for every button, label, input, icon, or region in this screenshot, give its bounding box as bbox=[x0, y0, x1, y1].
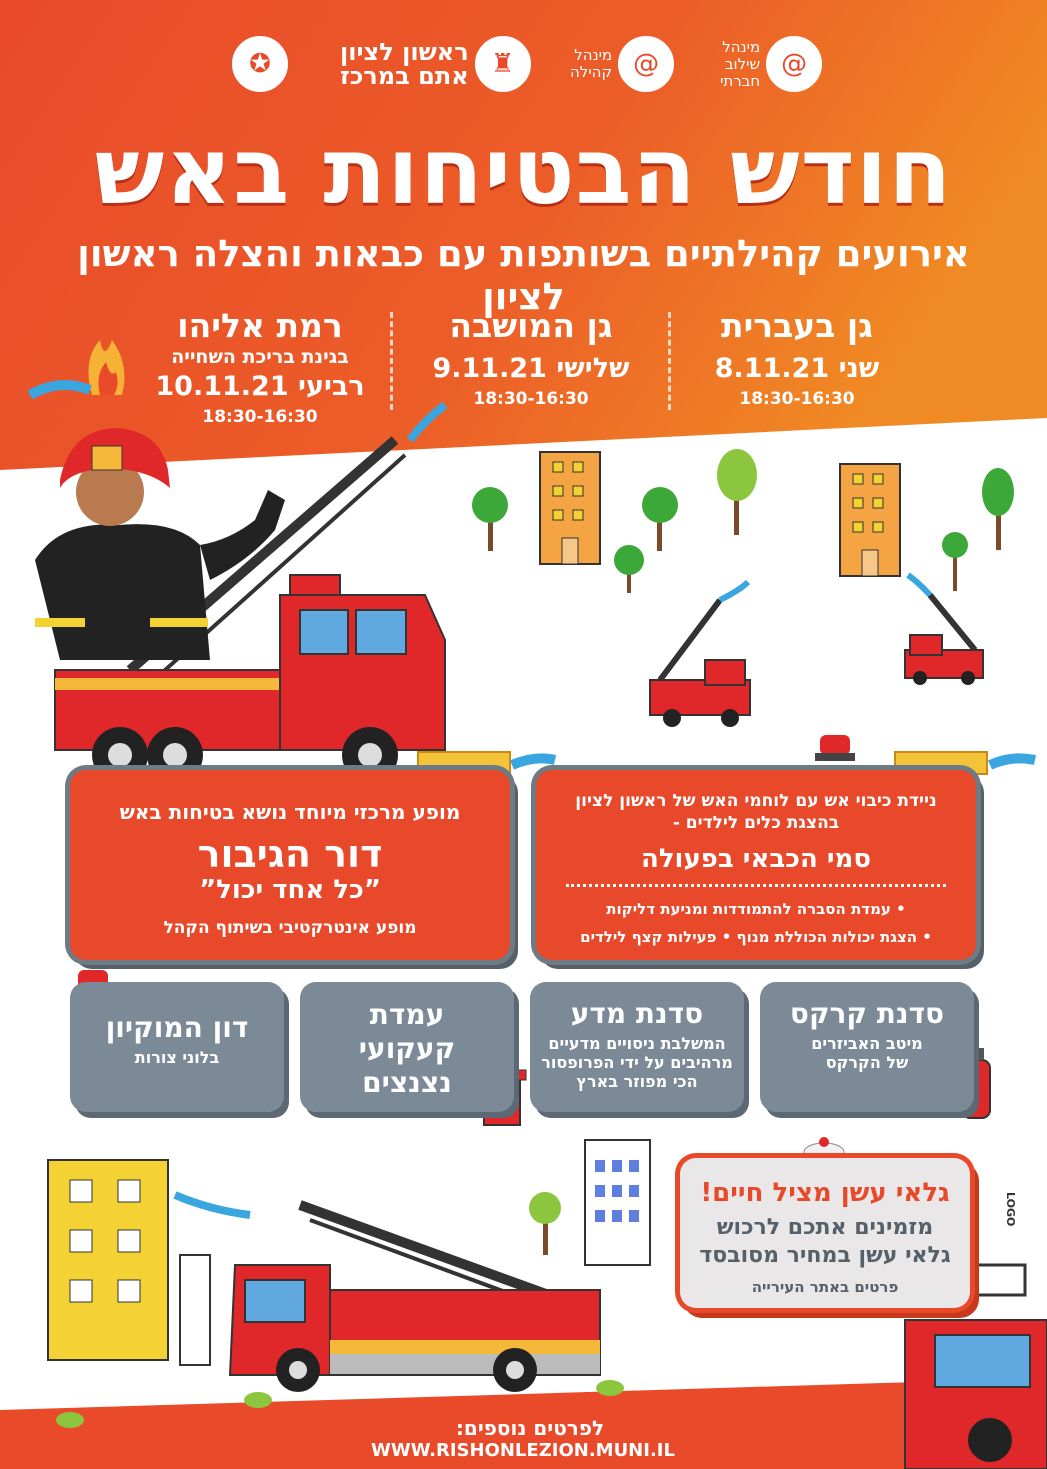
station-circus bbox=[760, 982, 974, 1112]
station-sub: מיטב האביזרים bbox=[811, 1034, 923, 1053]
bush-icon bbox=[244, 1392, 272, 1408]
tree-icon bbox=[942, 532, 968, 591]
bush-icon bbox=[596, 1380, 624, 1396]
integration-logo-line1: מינהל bbox=[722, 37, 761, 56]
siren-icon bbox=[815, 735, 855, 761]
show-tagline: ”כל אחד יכול” bbox=[199, 875, 381, 905]
community-integration-logo bbox=[720, 28, 822, 100]
station-clown bbox=[70, 982, 284, 1112]
station-sub: הכי מפוזר בארץ bbox=[576, 1072, 698, 1091]
station-title: עמדת bbox=[369, 998, 445, 1031]
community-admin-logo bbox=[570, 28, 674, 100]
footer-label: לפרטים נוספים: bbox=[455, 1416, 605, 1440]
station-sub: המשלבת ניסויים מדעיים bbox=[548, 1034, 726, 1053]
tree-icon bbox=[472, 487, 508, 551]
venue-date: שני 8.11.21 bbox=[714, 353, 880, 384]
small-fire-truck-icon bbox=[650, 582, 750, 727]
station-sub: של הקרקס bbox=[825, 1053, 909, 1072]
footer-url-link[interactable]: WWW.RISHONLEZION.MUNI.IL bbox=[371, 1440, 675, 1461]
tree-icon bbox=[642, 487, 678, 551]
building-icon bbox=[48, 1160, 168, 1360]
station-sub: בלוני צורות bbox=[134, 1048, 220, 1067]
page-subtitle: אירועים קהילתיים בשותפות עם כבאות והצלה ראשון לציון bbox=[77, 232, 970, 318]
rishon-logo-line1: ראשון לציון bbox=[340, 38, 469, 66]
venue-time: 18:30-16:30 bbox=[739, 389, 855, 409]
rishon-emblem-icon: ♜ bbox=[475, 36, 531, 92]
smoke-details: פרטים באתר העירייה bbox=[751, 1278, 899, 1296]
truck-intro-line2: בהצגת כלים לילדים - bbox=[672, 813, 840, 833]
footer bbox=[300, 1416, 760, 1461]
rishon-logo bbox=[340, 28, 531, 100]
venue-name: גן בעברית bbox=[721, 306, 873, 345]
truck-title: סמי הכבאי בפעולה bbox=[640, 844, 872, 874]
smoke-line: מזמינים אתכם לרכוש bbox=[716, 1215, 934, 1240]
smoke-line: גלאי עשן במחיר מסובסד bbox=[699, 1243, 951, 1268]
venue-time: 18:30-16:30 bbox=[473, 389, 589, 409]
small-fire-truck-icon bbox=[905, 575, 983, 685]
venue-divider bbox=[668, 312, 671, 410]
building-icon bbox=[540, 452, 600, 564]
show-intro: מופע מרכזי מיוחד נושא בטיחות באש bbox=[119, 800, 461, 824]
venue-name: גן המושבה bbox=[449, 306, 613, 345]
building-icon bbox=[180, 1255, 210, 1365]
side-mark: LOGO bbox=[1004, 1192, 1017, 1227]
smoke-detector-box bbox=[680, 1158, 970, 1308]
tree-icon bbox=[614, 545, 644, 593]
logos-row bbox=[0, 28, 1047, 108]
truck-item: • הצגת יכולות הכוללת מנוף • פעילות קצף לילדים bbox=[580, 928, 932, 946]
show-description: מופע אינטרקטיבי בשיתוף הקהל bbox=[163, 918, 417, 938]
building-icon bbox=[840, 464, 900, 576]
integration-logo-line3: חברתי bbox=[720, 71, 761, 90]
tree-icon bbox=[717, 449, 757, 535]
fire-rescue-logo bbox=[232, 28, 288, 100]
venue-time: 18:30-16:30 bbox=[202, 407, 318, 427]
station-title: דון המוקיון bbox=[105, 1011, 249, 1044]
venue-divider bbox=[390, 312, 393, 410]
venue-ramat-eliyahu bbox=[135, 306, 385, 428]
venue-gan-hamoshava bbox=[406, 306, 656, 410]
venue-date: שלישי 9.11.21 bbox=[432, 353, 630, 384]
truck-item: • עמדת הסברה להתמודדות ומניעת דליקות bbox=[606, 900, 906, 918]
station-title: סדנת מדע bbox=[570, 997, 704, 1030]
show-title: דור הגיבור bbox=[197, 832, 383, 876]
station-title: סדנת קרקס bbox=[789, 997, 945, 1030]
building-icon bbox=[585, 1140, 650, 1265]
tree-icon bbox=[982, 468, 1014, 550]
dotted-divider bbox=[566, 884, 946, 887]
bush-icon bbox=[56, 1412, 84, 1428]
truck-intro-line1: ניידת כיבוי אש עם לוחמי האש של ראשון לציון bbox=[575, 791, 937, 811]
fire-rescue-emblem-icon: ✪ bbox=[232, 36, 288, 92]
spiral-logo-icon: @ bbox=[618, 36, 674, 92]
station-title-line2: קעקועי bbox=[358, 1032, 456, 1065]
water-spray-icon bbox=[175, 1195, 250, 1215]
smoke-title: גלאי עשן מציל חיים! bbox=[700, 1178, 950, 1208]
page-title: חודש הבטיחות באש bbox=[94, 118, 953, 225]
venue-date: רביעי 10.11.21 bbox=[155, 371, 365, 402]
station-sub: מרהיבים על ידי הפרופסור bbox=[541, 1053, 733, 1072]
venue-subtitle: בגינת בריכת השחייה bbox=[171, 346, 349, 368]
integration-logo-line2: שילוב bbox=[724, 54, 761, 73]
community-logo-line2: קהילה bbox=[570, 63, 613, 81]
venue-gan-beivrit bbox=[672, 306, 922, 410]
main-show-box bbox=[70, 770, 510, 960]
venue-name: רמת אליהו bbox=[177, 306, 343, 345]
tree-icon bbox=[529, 1192, 561, 1255]
community-logo-line1: מינהל bbox=[574, 46, 613, 64]
station-title-line3: נצנצים bbox=[362, 1066, 452, 1099]
station-tattoo bbox=[300, 982, 514, 1112]
spiral-logo-icon: @ bbox=[766, 36, 822, 92]
fire-truck-box bbox=[536, 770, 976, 960]
station-science bbox=[530, 982, 744, 1112]
rishon-logo-line2: אתם במרכז bbox=[340, 62, 469, 90]
